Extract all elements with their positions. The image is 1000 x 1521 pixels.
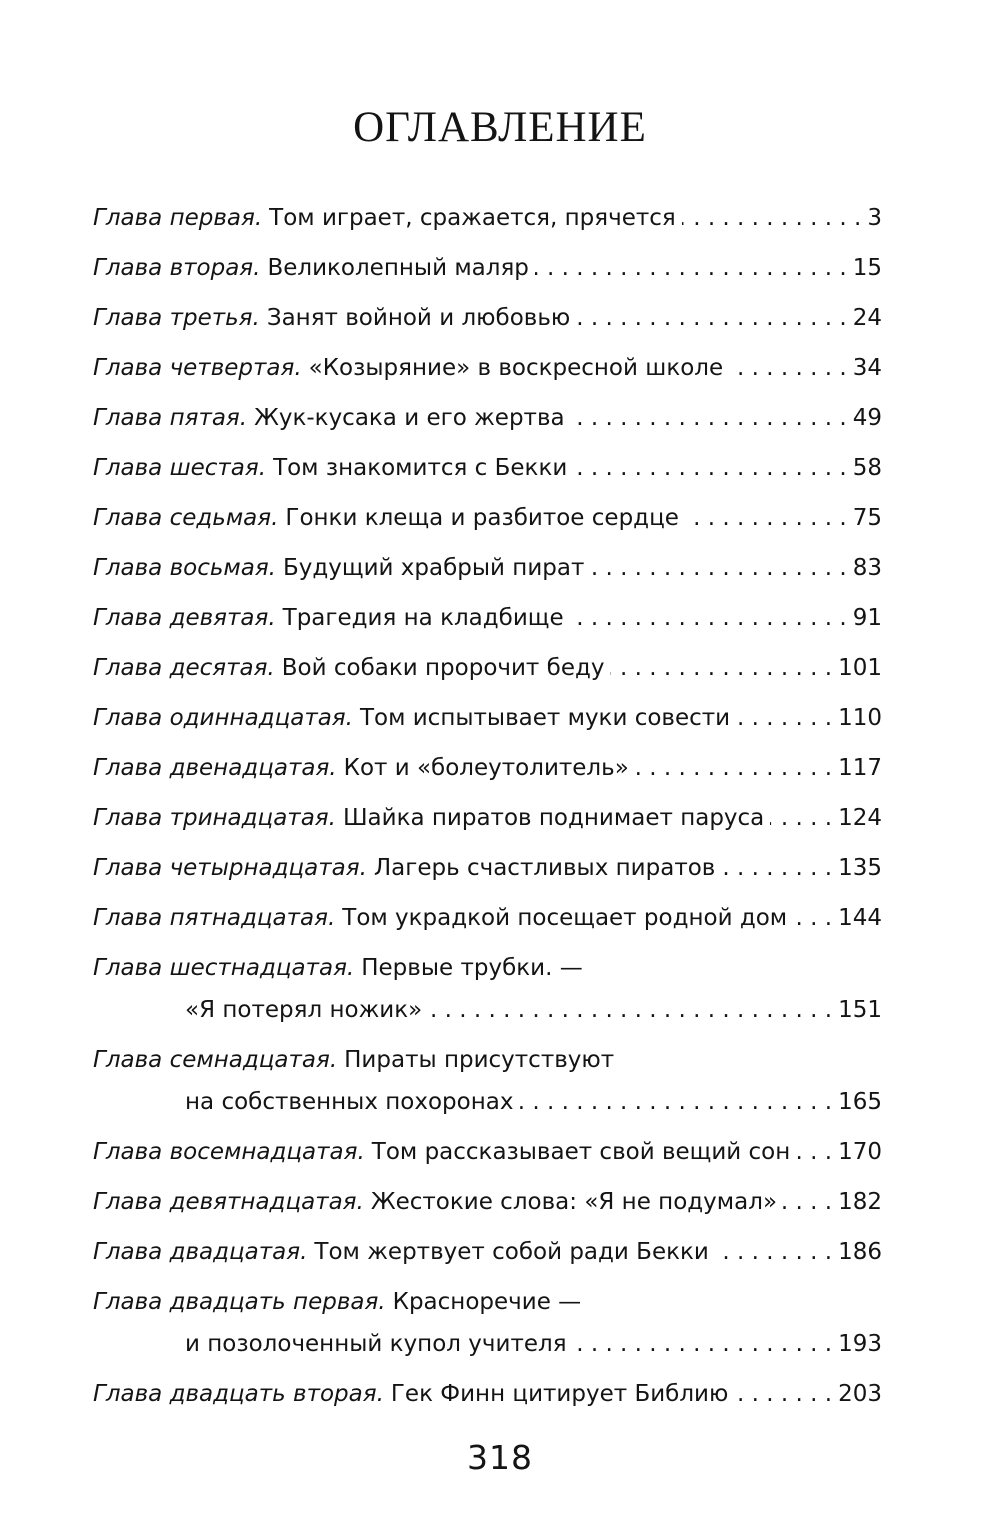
dot-leader — [715, 1227, 832, 1277]
chapter-title-continuation: «Я потерял ножик» — [185, 997, 423, 1023]
page-title: ОГЛАВЛЕНИЕ — [353, 104, 647, 151]
dot-leader — [770, 793, 832, 843]
dot-leader — [721, 843, 832, 893]
chapter-label: Глава четвертая. — [93, 355, 302, 381]
chapter-page-number: 124 — [838, 805, 882, 831]
chapter-page-number: 182 — [838, 1189, 882, 1215]
dot-leader — [610, 643, 832, 693]
chapter-page-number: 203 — [838, 1381, 882, 1407]
dot-leader — [570, 593, 847, 643]
chapter-page-number: 117 — [838, 755, 882, 781]
chapter-label: Глава десятая. — [93, 655, 275, 681]
chapter-title: Жук-кусака и его жертва — [254, 405, 565, 431]
dot-leader — [535, 243, 847, 293]
dot-leader — [590, 543, 846, 593]
chapter-title: Трагедия на кладбище — [282, 605, 564, 631]
toc-entry — [93, 543, 882, 593]
page-number: 318 — [467, 1438, 533, 1477]
chapter-title: Лагерь счастливых пиратов — [373, 855, 716, 881]
chapter-label: Глава шестнадцатая. — [93, 955, 355, 981]
chapter-page-number: 58 — [852, 455, 882, 481]
chapter-label: Глава седьмая. — [93, 505, 279, 531]
dot-leader — [576, 293, 846, 343]
chapter-title: Том рассказывает свой вещий сон — [371, 1139, 791, 1165]
chapter-label: Глава девятая. — [93, 605, 276, 631]
chapter-page-number: 75 — [852, 505, 882, 531]
dot-leader — [685, 493, 847, 543]
chapter-page-number: 193 — [838, 1331, 882, 1357]
chapter-title: «Козыряние» в воскресной школе — [308, 355, 724, 381]
toc-entry — [93, 843, 882, 893]
chapter-page-number: 34 — [852, 355, 882, 381]
chapter-label: Глава двадцать первая. — [93, 1289, 386, 1315]
toc-entry — [93, 793, 882, 843]
chapter-title: Том знакомится с Бекки — [273, 455, 568, 481]
dot-leader — [428, 985, 832, 1035]
toc-entry — [93, 893, 882, 943]
chapter-label: Глава одиннадцатая. — [93, 705, 353, 731]
chapter-label: Глава пятая. — [93, 405, 248, 431]
chapter-title: Великолепный маляр — [267, 255, 529, 281]
chapter-page-number: 151 — [838, 997, 882, 1023]
dot-leader — [793, 893, 832, 943]
toc-entry — [93, 493, 882, 543]
chapter-title: Том украдкой посещает родной дом — [342, 905, 788, 931]
toc-entry — [93, 193, 882, 243]
toc-entry — [93, 1177, 882, 1227]
chapter-title: Жестокие слова: «Я не подумал» — [370, 1189, 778, 1215]
chapter-label: Глава девятнадцатая. — [93, 1189, 364, 1215]
chapter-title: Красноречие — — [392, 1289, 582, 1315]
chapter-title: Гонки клеща и разбитое сердце — [285, 505, 679, 531]
chapter-page-number: 186 — [838, 1239, 882, 1265]
toc-entry — [93, 243, 882, 293]
chapter-label: Глава пятнадцатая. — [93, 905, 336, 931]
toc-entry — [93, 643, 882, 693]
toc-entry — [93, 951, 882, 1035]
chapter-title: Первые трубки. — — [361, 955, 583, 981]
toc-entry — [93, 693, 882, 743]
chapter-title: Вой собаки пророчит беду — [281, 655, 605, 681]
chapter-title: Шайка пиратов поднимает паруса — [342, 805, 765, 831]
chapter-page-number: 49 — [852, 405, 882, 431]
dot-leader — [635, 743, 832, 793]
toc-entry — [93, 743, 882, 793]
toc-entry — [93, 443, 882, 493]
chapter-title: Гек Финн цитирует Библию — [390, 1381, 729, 1407]
chapter-page-number: 110 — [838, 705, 882, 731]
toc-entry — [93, 293, 882, 343]
chapter-page-number: 91 — [852, 605, 882, 631]
chapter-page-number: 15 — [852, 255, 882, 281]
chapter-label: Глава первая. — [93, 205, 263, 231]
dot-leader — [783, 1177, 832, 1227]
chapter-page-number: 144 — [838, 905, 882, 931]
chapter-title: Том играет, сражается, прячется — [269, 205, 676, 231]
chapter-page-number: 165 — [838, 1089, 882, 1115]
dot-leader — [519, 1077, 832, 1127]
dot-leader — [734, 1369, 832, 1419]
table-of-contents — [93, 193, 882, 1419]
toc-entry — [93, 393, 882, 443]
toc-entry — [93, 1227, 882, 1277]
chapter-label: Глава двадцатая. — [93, 1239, 308, 1265]
toc-entry — [93, 1127, 882, 1177]
dot-leader — [729, 343, 847, 393]
chapter-title-continuation: и позолоченный купол учителя — [185, 1331, 567, 1357]
chapter-label: Глава восьмая. — [93, 555, 276, 581]
chapter-page-number: 3 — [867, 205, 882, 231]
chapter-label: Глава тринадцатая. — [93, 805, 336, 831]
chapter-label: Глава вторая. — [93, 255, 261, 281]
toc-entry — [93, 1043, 882, 1127]
chapter-label: Глава восемнадцатая. — [93, 1139, 365, 1165]
chapter-page-number: 24 — [852, 305, 882, 331]
chapter-title: Том испытывает муки совести — [359, 705, 731, 731]
chapter-title: Будущий храбрый пират — [283, 555, 585, 581]
chapter-title: Пираты присутствуют — [344, 1047, 615, 1073]
chapter-label: Глава двенадцатая. — [93, 755, 337, 781]
dot-leader — [573, 1319, 833, 1369]
chapter-label: Глава двадцать вторая. — [93, 1381, 384, 1407]
dot-leader — [682, 193, 862, 243]
toc-entry — [93, 1369, 882, 1419]
chapter-label: Глава четырнадцатая. — [93, 855, 367, 881]
chapter-page-number: 170 — [838, 1139, 882, 1165]
dot-leader — [736, 693, 832, 743]
chapter-title: Кот и «болеутолитель» — [343, 755, 629, 781]
chapter-page-number: 101 — [838, 655, 882, 681]
chapter-title: Том жертвует собой ради Бекки — [314, 1239, 709, 1265]
dot-leader — [571, 393, 847, 443]
chapter-title-continuation: на собственных похоронах — [185, 1089, 514, 1115]
dot-leader — [796, 1127, 832, 1177]
chapter-title: Занят войной и любовью — [266, 305, 571, 331]
toc-entry — [93, 1285, 882, 1369]
chapter-page-number: 83 — [852, 555, 882, 581]
chapter-label: Глава третья. — [93, 305, 260, 331]
chapter-label: Глава шестая. — [93, 455, 267, 481]
toc-entry — [93, 343, 882, 393]
toc-entry — [93, 593, 882, 643]
chapter-label: Глава семнадцатая. — [93, 1047, 338, 1073]
dot-leader — [573, 443, 846, 493]
chapter-page-number: 135 — [838, 855, 882, 881]
